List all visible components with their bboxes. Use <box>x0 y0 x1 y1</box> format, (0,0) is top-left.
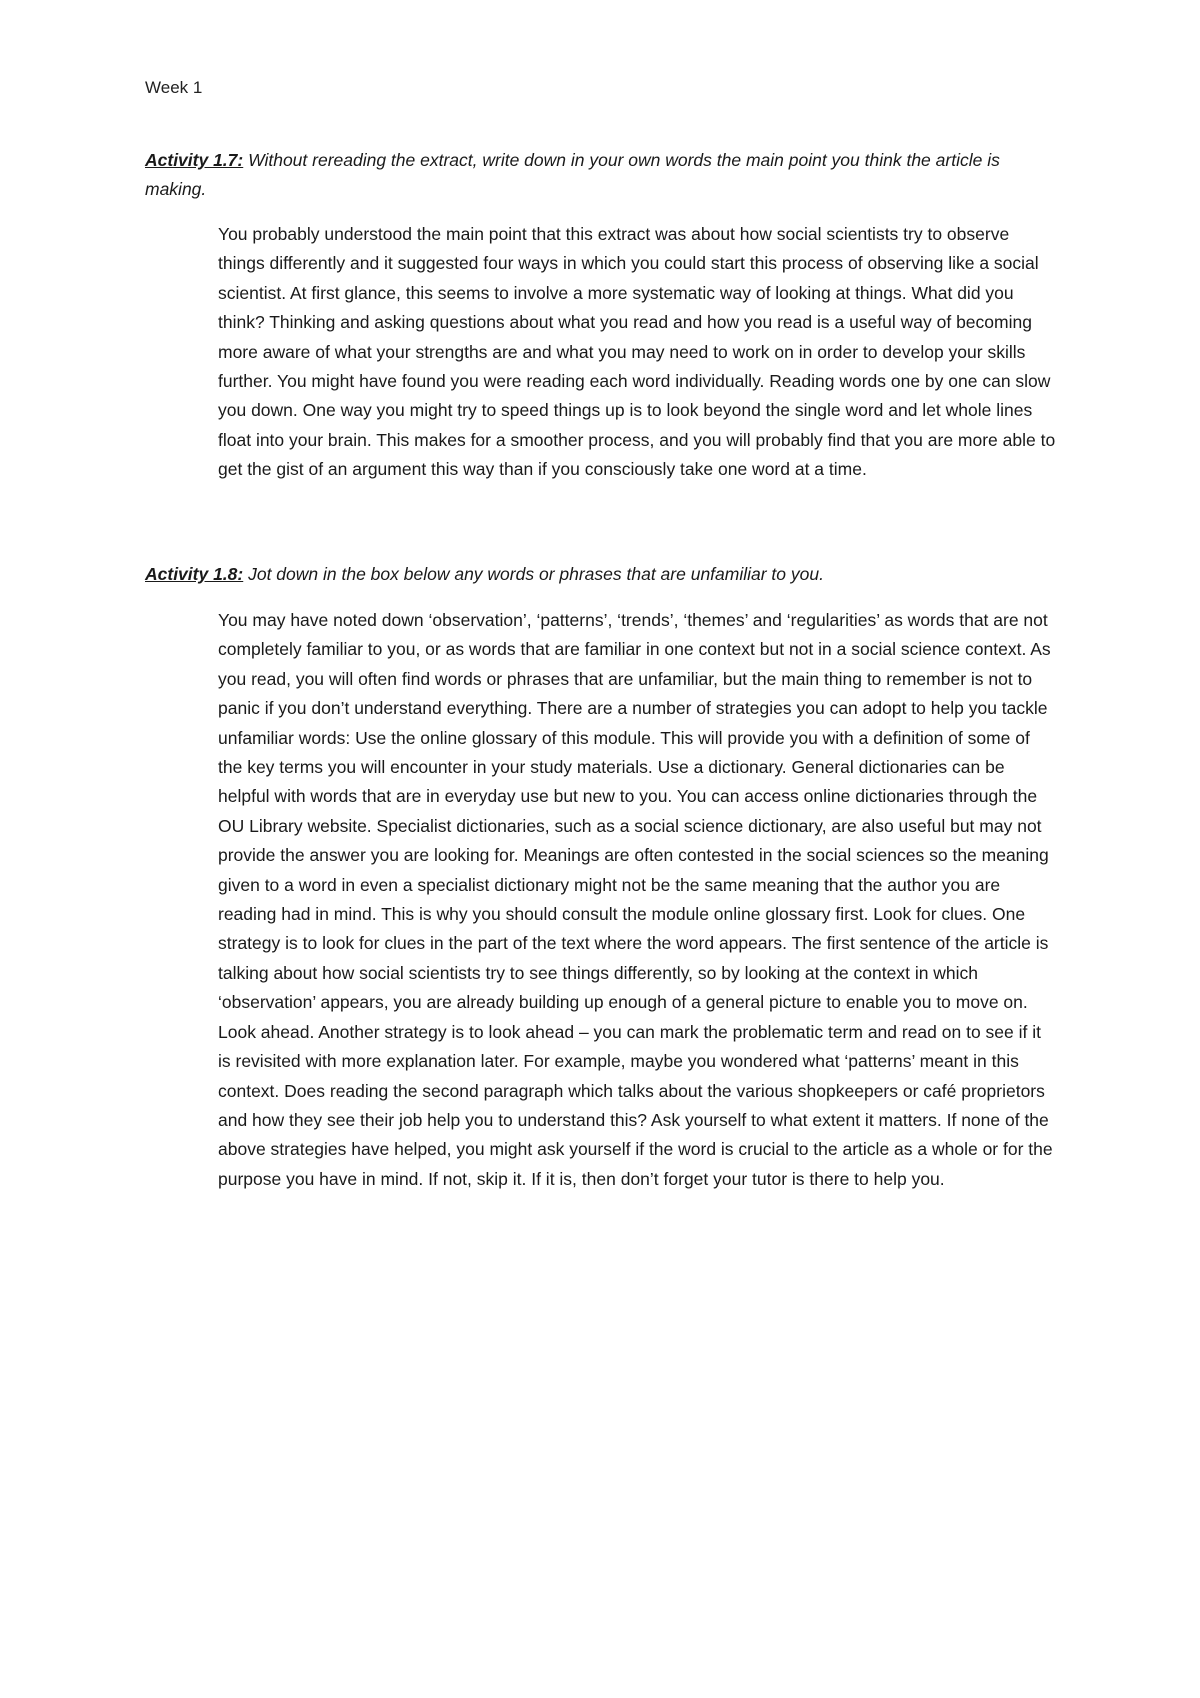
activity-1-7-label: Activity 1.7: <box>145 150 244 170</box>
activity-1-7-prompt <box>145 146 1065 204</box>
activity-1-8-answer: You may have noted down ‘observation’, ‘patterns’, ‘trends’, ‘themes’ and ‘regularities’ as words that are not completely familiar to you, or as words that are familiar in one context but not in a social science context. As you read, you will often find words or phrases that are unfamiliar, but the main thing to remember is not to panic if you don’t understand everything. There are a number of strategies you can adopt to help you tackle unfamiliar words: Use the online glossary of this module. This will provide you with a definition of some of the key terms you will encounter in your study materials. Use a dictionary. General dictionaries can be helpful with words that are in everyday use but new to you. You can access online dictionaries through the OU Library website. Specialist dictionaries, such as a social science dictionary, are also useful but may not provide the answer you are looking for. Meanings are often contested in the social sciences so the meaning given to a word in even a specialist dictionary might not be the same meaning that the author you are reading had in mind. This is why you should consult the module online glossary first. Look for clues. One strategy is to look for clues in the part of the text where the word appears. The first sentence of the article is talking about how social scientists try to see things differently, so by looking at the context in which ‘observation’ appears, you are already building up enough of a general picture to enable you to move on. Look ahead. Another strategy is to look ahead – you can mark the problematic term and read on to see if it is revisited with more explanation later. For example, maybe you wondered what ‘patterns’ meant in this context. Does reading the second paragraph which talks about the various shopkeepers or café proprietors and how they see their job help you to understand this? Ask yourself to what extent it matters. If none of the above strategies have helped, you might ask yourself if the word is crucial to the article as a whole or for the purpose you have in mind. If not, skip it. If it is, then don’t forget your tutor is there to help you. <box>218 610 1053 1189</box>
week-label: Week 1 <box>145 78 203 97</box>
activity-1-8-prompt <box>145 560 1065 589</box>
activity-1-7-question: Without rereading the extract, write down in your own words the main point you think the article is making. <box>145 150 1000 199</box>
activity-1-8-question: Jot down in the box below any words or phrases that are unfamiliar to you. <box>243 564 824 584</box>
activity-1-7-answer: You probably understood the main point that this extract was about how social scientists try to observe things differently and it suggested four ways in which you could start this process of observing like a social scientist. At first glance, this seems to involve a more systematic way of looking at things. What did you think? Thinking and asking questions about what you read and how you read is a useful way of becoming more aware of what your strengths are and what you may need to work on in order to develop your skills further. You might have found you were reading each word individually. Reading words one by one can slow you down. One way you might try to speed things up is to look beyond the single word and let whole lines float into your brain. This makes for a smoother process, and you will probably find that you are more able to get the gist of an argument this way than if you consciously take one word at a time. <box>218 224 1056 480</box>
activity-1-8-label: Activity 1.8: <box>145 564 244 584</box>
page-header <box>145 76 202 100</box>
